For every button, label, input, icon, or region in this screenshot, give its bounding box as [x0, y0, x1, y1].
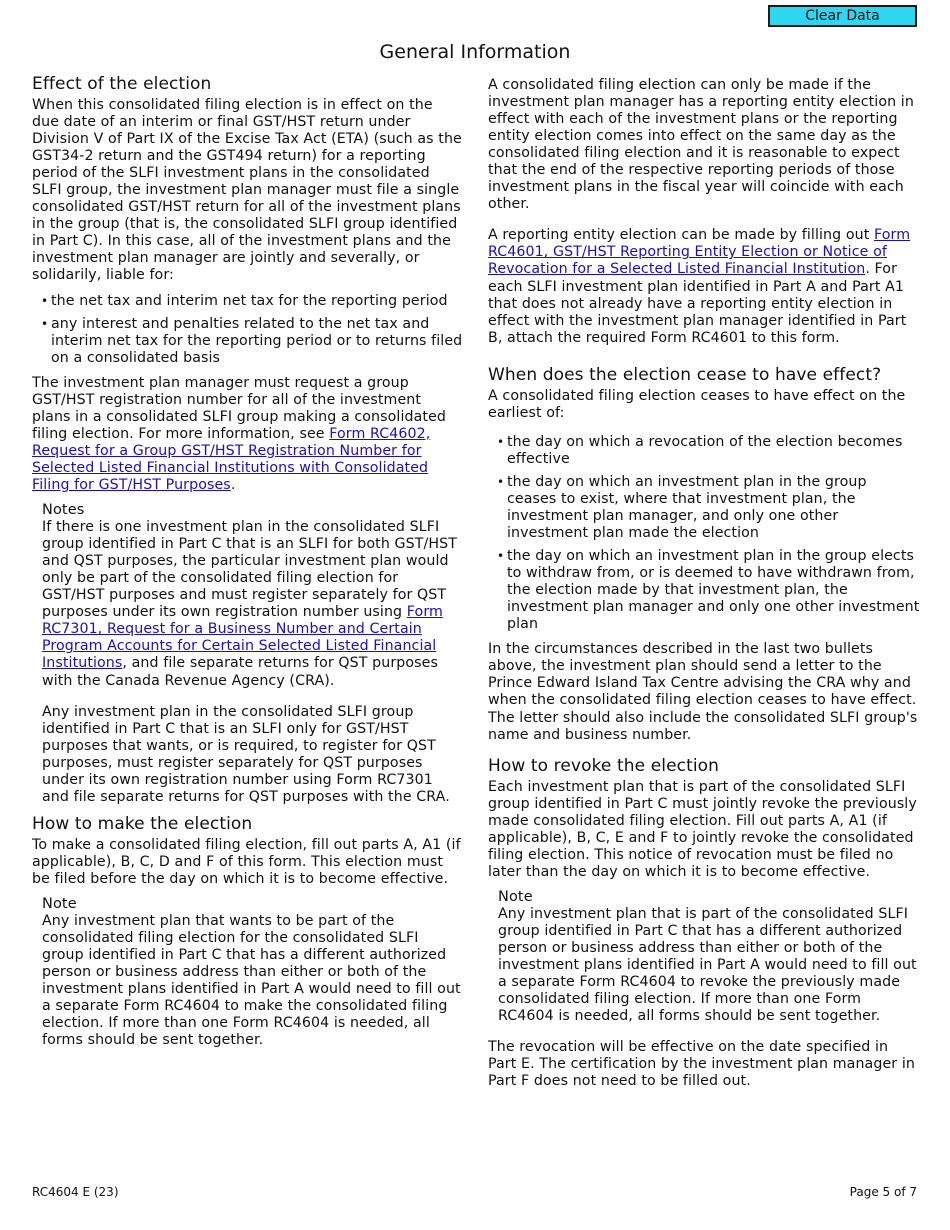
cease-heading: When does the election cease to have effect?	[488, 364, 882, 385]
form-rc7301-link[interactable]: Form RC7301, Request for a Business Number and Certain Program Accounts for Certain Selected Listed Financial Institutions	[42, 604, 443, 672]
revoke-paragraph: Each investment plan that is part of the consolidated SLFI group identified in Part C must jointly revoke the previously made consolidated filing election. Fill out parts A, A1 (if applicable), B, C, E and F to jointly revoke the consolidated filing election. This notice of revocation must be filed no later than the day on which it is to become effective.	[488, 778, 917, 880]
notes-paragraph-2: Any investment plan in the consolidated SLFI group identified in Part C that is an SLFI only for GST/HST purposes that wants, or is required, to register for QST purposes, must register separately for QST purposes under its own registration number using Form RC7301 and file separate returns for QST purposes with the CRA.	[42, 703, 450, 805]
how-to-make-heading: How to make the election	[32, 813, 253, 834]
right-column	[488, 77, 920, 1098]
text: . For each SLFI investment plan identified in Part A and Part A1 that does not already have a reporting entity election in effect with the investment plan manager identified in Part B, attach the required Form RC4601 to this form.	[488, 261, 907, 346]
text: .	[230, 476, 236, 493]
notes-box	[42, 502, 464, 806]
make-note-box	[42, 896, 464, 1049]
liability-list	[32, 293, 464, 367]
text: , and file separate returns for QST purposes with the Canada Revenue Agency (CRA).	[42, 655, 438, 689]
page-number: Page 5 of 7	[849, 1185, 917, 1199]
text: A reporting entity election can be made by filling out	[488, 227, 874, 244]
effect-paragraph: When this consolidated filing election is in effect on the due date of an interim or final GST/HST return under Division V of Part IX of the Excise Tax Act (ETA) (such as the GST34-2 return and the GST494 return) for a reporting period of the SLFI investment plans in the consolidated SLFI group, the investment plan manager must file a single consolidated GST/HST return for all of the investment plans in the group (that is, the consolidated SLFI group identified in Part C). In this case, all of the investment plans and the investment plan manager are jointly and severally, or solidarily, liable for:	[32, 97, 462, 284]
cease-list	[488, 434, 920, 634]
clear-data-button[interactable]: Clear Data	[768, 5, 917, 27]
form-id: RC4604 E (23)	[32, 1185, 119, 1199]
form-rc4602-link[interactable]: Form RC4602, Request for a Group GST/HST Registration Number for Selected Listed Financial Institutions with Consolidated Filing for GST/HST Purposes	[32, 425, 431, 493]
form-rc4601-link[interactable]: Form RC4601, GST/HST Reporting Entity Election or Notice of Revocation for a Selected Listed Financial Institution	[488, 227, 911, 278]
how-to-make-paragraph: To make a consolidated filing election, fill out parts A, A1 (if applicable), B, C, D and F of this form. This election must be filed before the day on which it is to become effective.	[32, 836, 461, 887]
revoke-note-box	[498, 889, 920, 1025]
left-column	[32, 74, 464, 1057]
revoke-note-text: Any investment plan that is part of the consolidated SLFI group identified in Part C that has a different authorized person or business address than either or both of the investment plans identified in Part A would need to fill out a separate Form RC4604 to revoke the previously made consolidated filing election. If more than one Form RC4604 is needed, all forms should be sent together.	[498, 905, 917, 1025]
group-registration-paragraph	[32, 375, 464, 494]
notes-heading: Notes	[42, 502, 85, 519]
list-item: • the net tax and interim net tax for the reporting period	[41, 293, 464, 310]
make-note-text: Any investment plan that wants to be part of the consolidated filing election for the consolidated SLFI group identified in Part C that has a different authorized person or business address than either or both of the investment plans identified in Part A would need to fill out a separate Form RC4604 to make the consolidated filing election. If more than one Form RC4604 is needed, all forms should be sent together.	[42, 913, 461, 1049]
note-heading: Note	[498, 888, 533, 905]
page-title: General Information	[379, 41, 571, 63]
cease-paragraph: In the circumstances described in the last two bullets above, the investment plan should send a letter to the Prince Edward Island Tax Centre advising the CRA why and when the consolidated filing election ceases to have effect. The letter should also include the consolidated SLFI group's name and business number.	[488, 641, 918, 743]
list-item: • the day on which an investment plan in the group elects to withdraw from, or is deemed to have withdrawn from, the election made by that investment plan, the investment plan manager and only one other investment plan	[497, 548, 920, 633]
text: If there is one investment plan in the consolidated SLFI group identified in Part C that is an SLFI for both GST/HST and QST purposes, the particular investment plan would only be part of the consolidated filing election for GST/HST purposes and must register separately for QST purposes under its own registration number using	[42, 519, 458, 621]
effect-heading: Effect of the election	[32, 74, 212, 94]
rc4601-paragraph	[488, 227, 920, 346]
cease-intro: A consolidated filing election ceases to have effect on the earliest of:	[488, 387, 906, 421]
list-item: • any interest and penalties related to the net tax and interim net tax for the reporting period or to returns filed on a consolidated basis	[41, 316, 464, 367]
list-item: • the day on which an investment plan in the group ceases to exist, where that investment plan, the investment plan manager, and only one other investment plan made the election	[497, 474, 920, 542]
list-item: • the day on which a revocation of the election becomes effective	[497, 434, 920, 468]
notes-paragraph-1	[42, 519, 464, 689]
note-heading: Note	[42, 895, 77, 912]
revoke-heading: How to revoke the election	[488, 755, 720, 776]
text: The investment plan manager must request a group GST/HST registration number for all of the investment plans in a consolidated SLFI group making a consolidated filing election. For more information, see	[32, 374, 447, 442]
revoke-final-paragraph: The revocation will be effective on the date specified in Part E. The certification by the investment plan manager in Part F does not need to be filled out.	[488, 1039, 915, 1090]
reporting-entity-paragraph: A consolidated filing election can only be made if the investment plan manager has a reporting entity election in effect with each of the investment plans or the reporting entity election comes into effect on the same day as the consolidated filing election and it is reasonable to expect that the end of the respective reporting periods of those investment plans in the fiscal year will coincide with each other.	[488, 77, 914, 213]
